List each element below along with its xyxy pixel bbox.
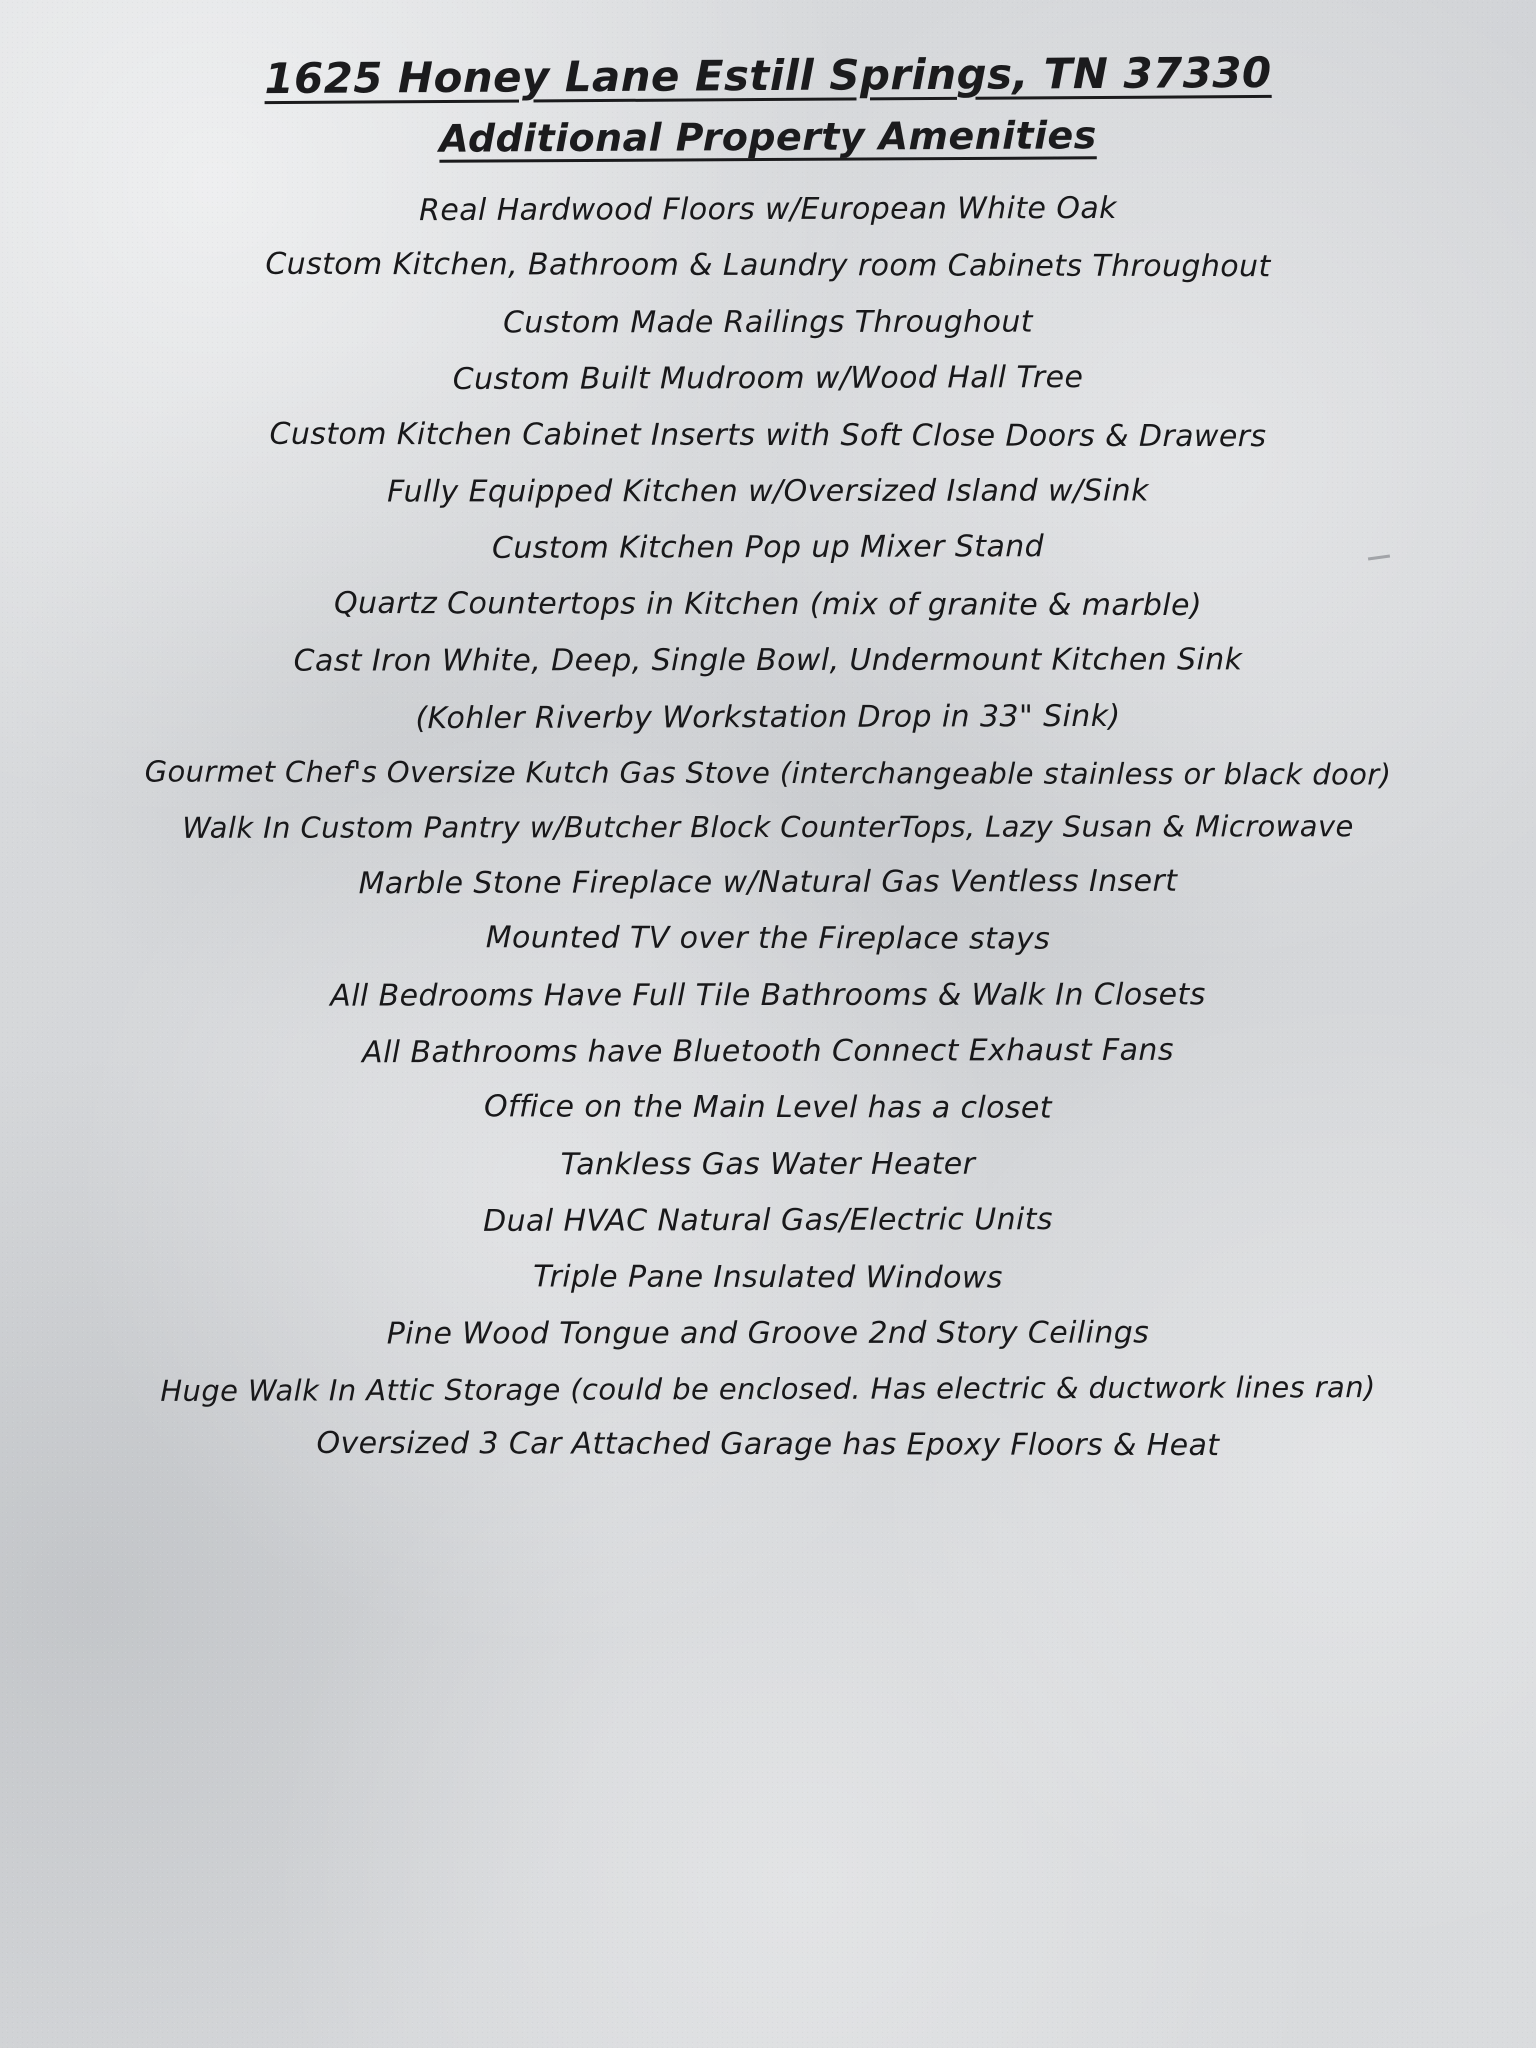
page-subtitle: Additional Property Amenities <box>439 113 1097 162</box>
list-item: (Kohler Riverby Workstation Drop in 33" Sink) <box>415 698 1121 736</box>
list-item: Tankless Gas Water Heater <box>560 1146 976 1183</box>
list-item: Real Hardwood Floors w/European White Oak <box>419 190 1117 229</box>
amenities-list <box>0 182 1536 1473</box>
list-item: Custom Kitchen, Bathroom & Laundry room Cabinets Throughout <box>265 247 1271 285</box>
list-item: Walk In Custom Pantry w/Butcher Block CounterTops, Lazy Susan & Microwave <box>182 809 1354 846</box>
list-item: Custom Built Mudroom w/Wood Hall Tree <box>452 360 1084 398</box>
list-item: Fully Equipped Kitchen w/Oversized Island w/Sink <box>387 473 1149 510</box>
list-item: Custom Made Railings Throughout <box>503 304 1033 341</box>
list-item: All Bedrooms Have Full Tile Bathrooms & Walk In Closets <box>330 977 1206 1014</box>
list-item: Quartz Countertops in Kitchen (mix of granite & marble) <box>333 585 1203 623</box>
list-item: Gourmet Chef's Oversize Kutch Gas Stove (interchangeable stainless or black door) <box>144 754 1392 792</box>
list-item: Mounted TV over the Fireplace stays <box>485 920 1051 958</box>
list-item: Pine Wood Tongue and Groove 2nd Story Ceilings <box>386 1315 1150 1352</box>
list-item: All Bathrooms have Bluetooth Connect Exhaust Fans <box>362 1032 1174 1071</box>
list-item: Office on the Main Level has a closet <box>483 1089 1053 1127</box>
list-item: Triple Pane Insulated Windows <box>533 1259 1003 1296</box>
list-item: Oversized 3 Car Attached Garage has Epoxy Floors & Heat <box>316 1425 1220 1464</box>
list-item: Custom Kitchen Pop up Mixer Stand <box>491 529 1045 567</box>
list-item: Marble Stone Fireplace w/Natural Gas Ventless Insert <box>358 863 1178 902</box>
list-item: Cast Iron White, Deep, Single Bowl, Undermount Kitchen Sink <box>293 642 1243 679</box>
list-item: Custom Kitchen Cabinet Inserts with Soft Close Doors & Drawers <box>269 416 1267 454</box>
list-item: Dual HVAC Natural Gas/Electric Units <box>483 1202 1053 1240</box>
list-item: Huge Walk In Attic Storage (could be enclosed. Has electric & ductwork lines ran) <box>160 1370 1376 1409</box>
page-title: 1625 Honey Lane Estill Springs, TN 37330 <box>264 47 1272 104</box>
